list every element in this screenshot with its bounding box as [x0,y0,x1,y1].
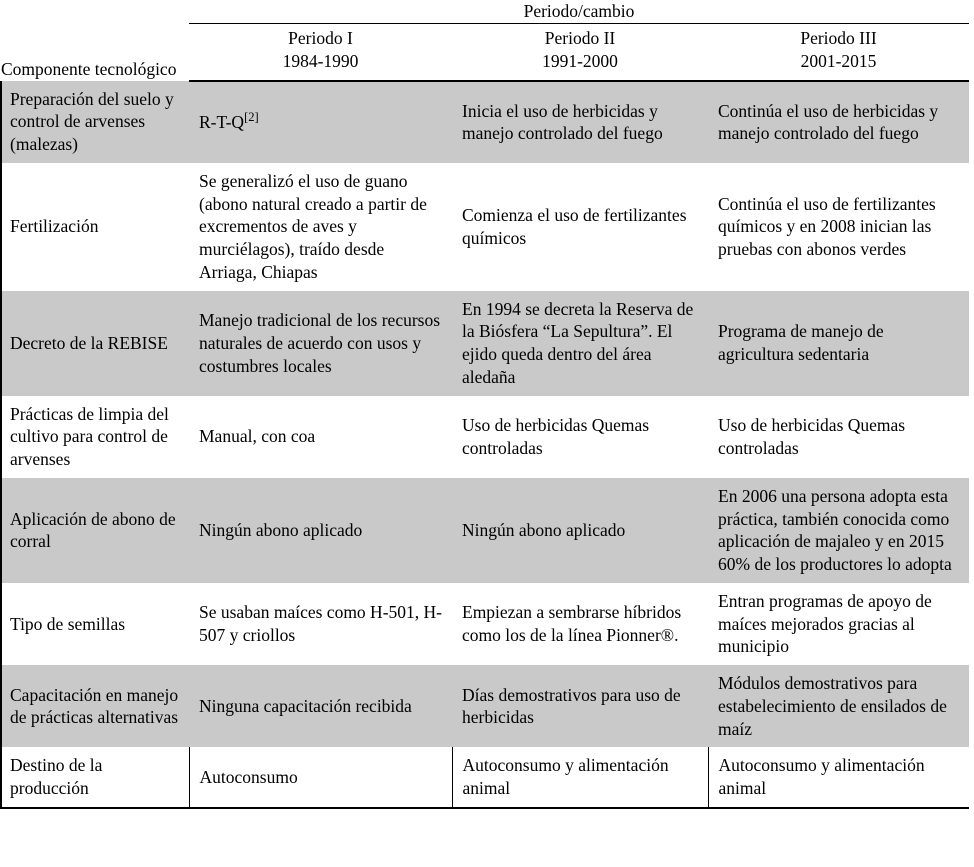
cell-period-3: Módulos demostrativos para estabelecimiento de ensilados de maíz [708,665,969,747]
cell-period-1: Manejo tradicional de los recursos naturales de acuerdo con usos y costumbres locales [189,291,452,396]
cell-period-3: Programa de manejo de agricultura sedentaria [708,291,969,396]
table-header [1,0,969,81]
cell-period-1 [189,81,452,163]
period-3-name: Periodo III [800,27,877,48]
row-label: Preparación del suelo y control de arvenses (malezas) [1,81,189,163]
row-label: Capacitación en manejo de prácticas alternativas [1,665,189,747]
row-label: Fertilización [1,163,189,291]
cell-period-1: Manual, con coa [189,396,452,478]
cell-period-2: Uso de herbicidas Quemas controladas [452,396,708,478]
cell-period-1: Autoconsumo [189,747,452,808]
footnote-marker: [2] [244,110,259,125]
column-header-component: Componente tecnológico [1,58,177,79]
table-row [1,665,969,747]
cell-text: R-T-Q [199,111,245,132]
cell-period-1: Ninguna capacitación recibida [189,665,452,747]
period-1-name: Periodo I [288,27,353,48]
table-row [1,81,969,163]
period-3-years: 2001-2015 [800,51,877,72]
column-group-header-period: Periodo/cambio [523,1,635,21]
cell-period-1: Se usaban maíces como H-501, H-507 y criollos [189,583,452,665]
row-label: Destino de la producción [1,747,189,808]
row-label: Aplicación de abono de corral [1,478,189,583]
table-row [1,478,969,583]
cell-period-3: Continúa el uso de fertilizantes químicos y en 2008 inician las pruebas con abonos verdes [708,163,969,291]
table-row [1,747,969,808]
period-2-years: 1991-2000 [542,51,618,72]
column-header-period-2 [452,23,708,80]
cell-period-2: Autoconsumo y alimentación animal [452,747,708,808]
cell-period-3: Autoconsumo y alimentación animal [708,747,969,808]
cell-period-2: Empiezan a sembrarse híbridos como los de la línea Pionner®. [452,583,708,665]
column-header-period-1 [189,23,452,80]
row-label: Tipo de semillas [1,583,189,665]
row-label: Prácticas de limpia del cultivo para control de arvenses [1,396,189,478]
cell-period-2: En 1994 se decreta la Reserva de la Biósfera “La Sepultura”. El ejido queda dentro del área aledaña [452,291,708,396]
cell-period-3: En 2006 una persona adopta esta práctica, también conocida como aplicación de majaleo y en 2015 60% de los productores lo adopta [708,478,969,583]
cell-period-2: Días demostrativos para uso de herbicidas [452,665,708,747]
cell-period-2: Inicia el uso de herbicidas y manejo controlado del fuego [452,81,708,163]
column-header-period-3 [708,23,969,80]
period-2-name: Periodo II [544,27,616,48]
cell-period-3: Uso de herbicidas Quemas controladas [708,396,969,478]
table-row [1,396,969,478]
table-row [1,583,969,665]
cell-period-3: Continúa el uso de herbicidas y manejo controlado del fuego [708,81,969,163]
cell-period-2: Comienza el uso de fertilizantes químicos [452,163,708,291]
table-row [1,163,969,291]
cell-period-1: Se generalizó el uso de guano (abono natural creado a partir de excrementos de aves y murciélagos), traído desde Arriaga, Chiapas [189,163,452,291]
cell-period-2: Ningún abono aplicado [452,478,708,583]
table-row [1,291,969,396]
table-body [1,81,969,808]
cell-period-1: Ningún abono aplicado [189,478,452,583]
period-1-years: 1984-1990 [282,51,359,72]
row-label: Decreto de la REBISE [1,291,189,396]
cell-period-3: Entran programas de apoyo de maíces mejorados gracias al municipio [708,583,969,665]
